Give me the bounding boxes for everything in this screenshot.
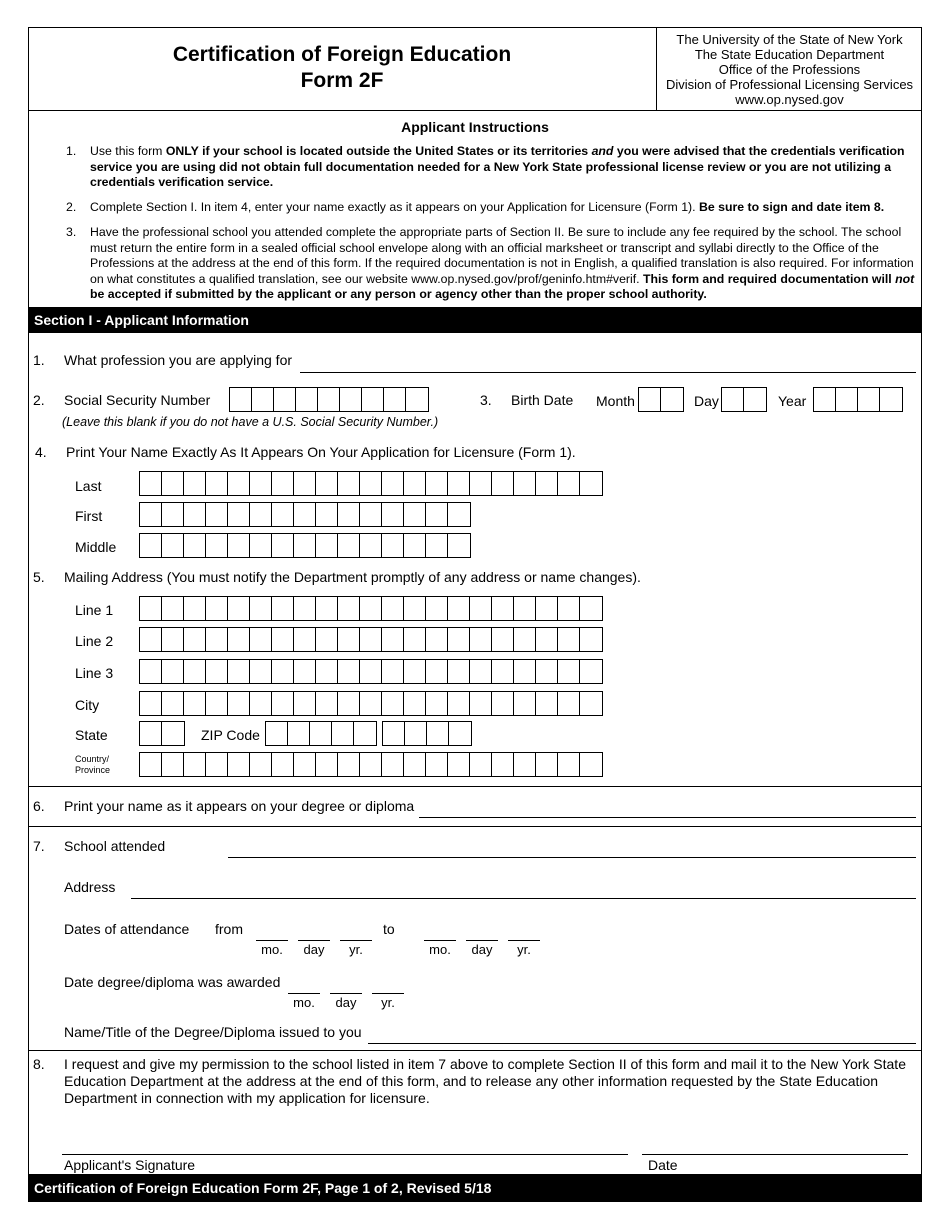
degree-title-label: Name/Title of the Degree/Diploma issued to you	[64, 1024, 362, 1040]
degree-title-field[interactable]	[368, 1026, 916, 1044]
awarded-day-field[interactable]: day	[330, 993, 362, 1010]
instruction-3-text-b: This form and required documentation will	[643, 271, 896, 286]
birth-year-boxes[interactable]	[813, 387, 903, 412]
state-label: State	[75, 727, 108, 743]
footer-bar: Certification of Foreign Education Form 2F, Page 1 of 2, Revised 5/18	[28, 1174, 922, 1202]
address-line2-boxes[interactable]	[139, 627, 603, 652]
signature-field[interactable]	[62, 1140, 628, 1155]
month-label: Month	[596, 393, 635, 409]
q3-label: Birth Date	[511, 392, 574, 408]
instruction-1-text-d: you were advised that the credentials verification service you are using did not obtain full documentation needed for a New York State professional license review or you are not utilizing a credentials verification service.	[90, 144, 905, 189]
ssn-note: (Leave this blank if you do not have a U.S. Social Security Number.)	[62, 415, 439, 429]
instruction-2-text-b: Be sure to sign and date item 8.	[698, 200, 885, 214]
to-label: to	[383, 921, 395, 937]
from-label: from	[215, 921, 243, 937]
date-field[interactable]	[642, 1140, 908, 1155]
middle-name-boxes[interactable]	[139, 533, 471, 558]
from-day-field[interactable]: day	[298, 940, 330, 957]
q6-label: Print your name as it appears on your degree or diploma	[64, 798, 415, 814]
year-label: Year	[778, 393, 807, 409]
form-number: Form 2F	[300, 69, 384, 92]
zip-label: ZIP Code	[201, 727, 260, 743]
org-block	[657, 27, 922, 111]
awarded-year-field[interactable]: yr.	[372, 993, 404, 1010]
q1-number: 1.	[33, 352, 45, 368]
city-boxes[interactable]	[139, 691, 603, 716]
instruction-3	[66, 225, 916, 303]
first-name-boxes[interactable]	[139, 502, 471, 527]
instruction-3-text-d: be accepted if submitted by the applicant or any person or agency other than the proper school authority.	[90, 287, 707, 301]
instruction-1	[66, 144, 916, 191]
country-boxes[interactable]	[139, 752, 603, 777]
address-line1-boxes[interactable]	[139, 596, 603, 621]
address-line3-boxes[interactable]	[139, 659, 603, 684]
form-title-block	[28, 27, 657, 111]
q6-number: 6.	[33, 798, 45, 814]
q8-number: 8.	[33, 1056, 45, 1072]
q4-label: Print Your Name Exactly As It Appears On Your Application for Licensure (Form 1).	[66, 444, 576, 460]
profession-field[interactable]	[300, 355, 916, 373]
middle-name-label: Middle	[75, 539, 117, 555]
diploma-name-field[interactable]	[419, 800, 916, 818]
from-month-field[interactable]: mo.	[256, 940, 288, 957]
divider-q8	[28, 1050, 922, 1051]
degree-awarded-label: Date degree/diploma was awarded	[64, 974, 281, 990]
to-day-field[interactable]: day	[466, 940, 498, 957]
instruction-1-text-a: Use this form	[90, 144, 166, 158]
section-1-header: Section I - Applicant Information	[28, 307, 922, 333]
country-label-line2: Province	[75, 765, 111, 775]
zip-plus4-boxes[interactable]	[382, 721, 472, 746]
birth-day-boxes[interactable]	[721, 387, 767, 412]
last-name-boxes[interactable]	[139, 471, 603, 496]
address-label: Address	[64, 879, 116, 895]
instruction-1-text-b: ONLY if your school is located outside the United States or its territories	[165, 144, 592, 158]
birth-month-boxes[interactable]	[638, 387, 684, 412]
instruction-1-number: 1.	[66, 144, 77, 158]
form-title: Certification of Foreign Education	[172, 43, 512, 66]
instruction-2-number: 2.	[66, 200, 77, 214]
country-label-line1: Country/	[75, 754, 110, 764]
ssn-boxes[interactable]	[229, 387, 429, 412]
instruction-1-text-c: and	[591, 144, 614, 158]
q4-number: 4.	[35, 444, 47, 460]
dates-of-attendance-label: Dates of attendance	[64, 921, 190, 937]
city-label: City	[75, 697, 100, 713]
q7-number: 7.	[33, 838, 45, 854]
from-year-field[interactable]: yr.	[340, 940, 372, 957]
q2-label: Social Security Number	[64, 392, 211, 408]
instruction-3-number: 3.	[66, 225, 77, 239]
q2-number: 2.	[33, 392, 45, 408]
first-name-label: First	[75, 508, 103, 524]
address-line3-label: Line 3	[75, 665, 114, 681]
instruction-3-text-a: Have the professional school you attended complete the appropriate parts of Section II. Be sure to include any fee required by the school. The school must return the entire form in a sealed official school envelope along with an official marksheet or transcript and syllabi directly to the Office of the Professions at the address at the end of this form. If the required documentation is not in English, a qualified translation is also required. For information on what constitutes a qualified translation, see our website www.op.nysed.gov/prof/geninfo.htm#verif.	[90, 225, 914, 286]
org-line-2: The State Education Department	[694, 47, 885, 62]
divider-q7	[28, 826, 922, 827]
instruction-2-text-a: Complete Section I. In item 4, enter your name exactly as it appears on your Application for Licensure (Form 1).	[90, 200, 699, 214]
q3-number: 3.	[480, 392, 492, 408]
to-month-field[interactable]: mo.	[424, 940, 456, 957]
state-boxes[interactable]	[139, 721, 185, 746]
instruction-3-text-c: not	[895, 271, 915, 286]
day-label: Day	[694, 393, 719, 409]
address-line1-label: Line 1	[75, 602, 114, 618]
q7-label: School attended	[64, 838, 166, 854]
org-line-4: Division of Professional Licensing Services	[665, 77, 914, 92]
zip-code-boxes[interactable]	[265, 721, 377, 746]
instruction-2	[66, 200, 916, 216]
to-year-field[interactable]: yr.	[508, 940, 540, 957]
signature-label: Applicant's Signature	[64, 1157, 196, 1173]
org-line-1: The University of the State of New York	[676, 32, 903, 47]
instructions-title: Applicant Instructions	[401, 119, 549, 135]
org-line-3: Office of the Professions	[718, 62, 861, 77]
q5-number: 5.	[33, 569, 45, 585]
divider-q6	[28, 786, 922, 787]
address-line2-label: Line 2	[75, 633, 114, 649]
q8-text: I request and give my permission to the school listed in item 7 above to complete Section II of this form and mail it to the New York State Education Department at the address at the end of this form, and to release any other information requested by the State Education Department in connection with my application for licensure.	[64, 1056, 906, 1106]
school-attended-field[interactable]	[228, 840, 916, 858]
awarded-month-field[interactable]: mo.	[288, 993, 320, 1010]
org-website: www.op.nysed.gov	[735, 92, 844, 107]
date-label: Date	[648, 1157, 678, 1173]
q1-label: What profession you are applying for	[64, 352, 293, 368]
q5-label: Mailing Address (You must notify the Department promptly of any address or name changes).	[64, 569, 641, 585]
last-name-label: Last	[75, 478, 102, 494]
school-address-field[interactable]	[131, 881, 916, 899]
